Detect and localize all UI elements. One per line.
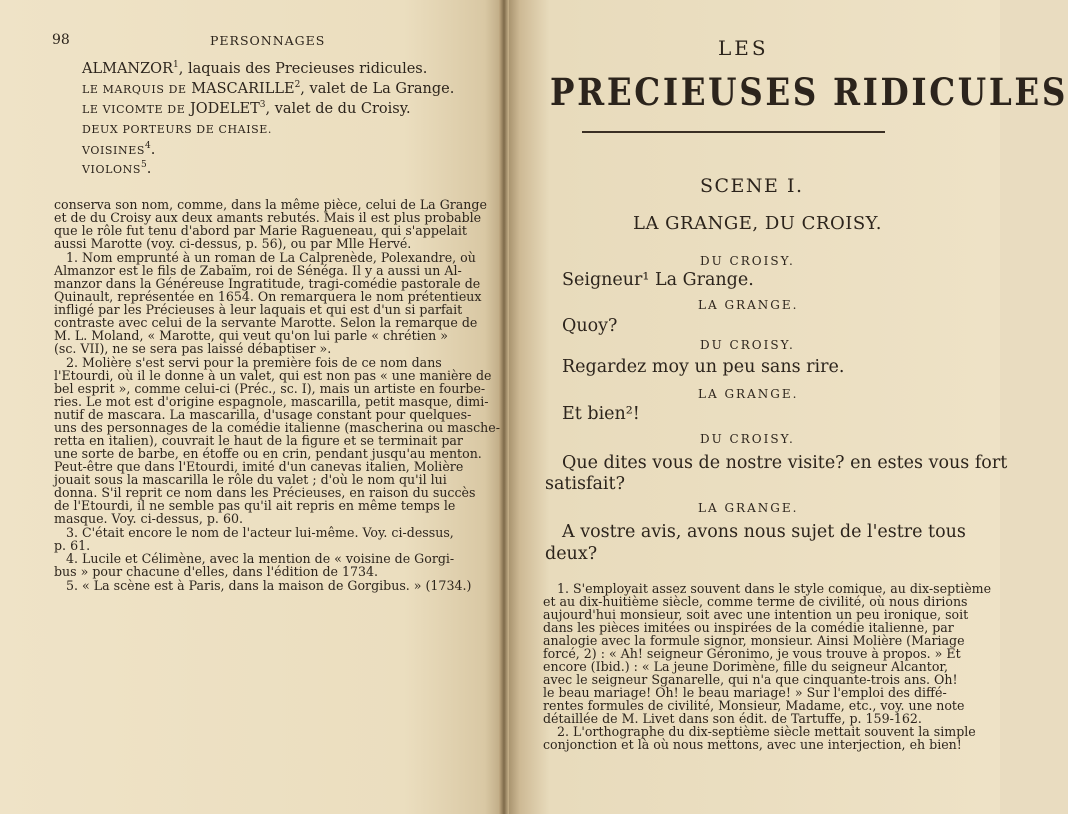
note-line: retta en italien), couvrait le haut de la figure et se terminait par (54, 433, 463, 448)
cast-item-jodelet (82, 100, 411, 117)
cast-name: ALMANZOR (82, 60, 173, 77)
cast-desc: , laquais des Precieuses ridicules. (178, 60, 428, 77)
speech-line: Regardez moy un peu sans rire. (562, 357, 845, 377)
note-line: jouait sous la mascarilla le rôle du valet ; d'où le nom qu'il lui (54, 472, 447, 487)
cast-name: JODELET (189, 100, 260, 117)
note-line: nutif de mascara. La mascarilla, d'usage constant pour quelques- (54, 407, 472, 422)
cast-item-almanzor (82, 60, 427, 77)
note-line: détaillée de M. Livet dans son édit. de Tartuffe, p. 159-162. (543, 711, 922, 726)
note-line: Peut-être que dans l'Etourdi, imité d'un canevas italien, Molière (54, 459, 464, 474)
note-line: l'Etourdi, où il le donne à un valet, qui est non pas « une manière de (54, 368, 492, 383)
scene-heading: SCENE I. (700, 175, 804, 197)
cast-desc: , valet de du Croisy. (265, 100, 411, 117)
note-line: infligé par les Précieuses à leur laquais et qui est d'un si parfait (54, 302, 463, 317)
note-line: Almanzor est le fils de Zabaïm, roi de Sénéga. Il y a aussi un Al- (54, 263, 462, 278)
note-line: M. L. Moland, « Marotte, qui veut qu'on lui parle « chrétien » (54, 328, 448, 343)
speaker-name: LA GRANGE. (698, 298, 799, 312)
cast-item-porteurs (82, 121, 272, 137)
note-line: avec le seigneur Sganarelle, qui n'a que cinquante-trois ans. Oh! (543, 672, 958, 687)
note-line: 2. Molière s'est servi pour la première fois de ce nom dans (66, 355, 442, 370)
cast-prefix: LE MARQUIS DE (82, 82, 187, 96)
footnote-ref: 3 (259, 100, 266, 110)
note-line: 1. S'employait assez souvent dans le style comique, au dix-septième (557, 581, 992, 596)
footnote-ref: 5 (141, 160, 147, 170)
note-line: forcé, 2) : « Ah! seigneur Géronimo, je vous trouve à propos. » Et (543, 646, 961, 661)
note-line: bus » pour chacune d'elles, dans l'édition de 1734. (54, 564, 379, 579)
cast-prefix: LE VICOMTE DE (82, 102, 186, 116)
note-line: et de du Croisy aux deux amants rebutés. Mais il est plus probable (54, 210, 482, 225)
note-line: 1. Nom emprunté à un roman de La Calprenède, Polexandre, où (66, 250, 476, 265)
footnote-ref: 2 (294, 80, 301, 90)
speaker-name: DU CROISY. (700, 254, 795, 268)
note-line: 2. L'orthographe du dix-septième siècle mettait souvent la simple (557, 724, 976, 739)
cast-desc: . (150, 141, 156, 158)
book-gutter (499, 0, 509, 814)
note-line: Quinault, représentée en 1654. On remarquera le nom prétentieux (54, 289, 482, 304)
note-line: analogie avec la formule signor, monsieur. Ainsi Molière (Mariage (543, 633, 965, 648)
note-line: conjonction et là où nous mettons, avec une interjection, eh bien! (543, 737, 962, 752)
cast-prefix: DEUX PORTEURS DE CHAISE. (82, 123, 273, 136)
cast-prefix: VOISINES (82, 143, 145, 157)
cast-item-voisines (82, 141, 155, 158)
note-line: donna. S'il reprit ce nom dans les Précieuses, en raison du succès (54, 485, 476, 500)
speaker-name: DU CROISY. (700, 338, 795, 352)
note-line: 5. « La scène est à Paris, dans la maison de Gorgibus. » (1734.) (66, 578, 472, 593)
note-line: 3. C'était encore le nom de l'acteur lui-même. Voy. ci-dessus, (66, 525, 454, 540)
page-number: 98 (52, 32, 70, 48)
note-line: conserva son nom, comme, dans la même pièce, celui de La Grange (54, 197, 487, 212)
speaker-name: LA GRANGE. (698, 501, 799, 515)
note-line: contraste avec celui de la servante Marotte. Selon la remarque de (54, 315, 478, 330)
cast-item-violons (82, 160, 151, 177)
note-line: aujourd'hui monsieur, soit avec une intention un peu ironique, soit (543, 607, 969, 622)
note-line: encore (Ibid.) : « La jeune Dorimène, fille du seigneur Alcantor, (543, 659, 949, 674)
note-line: masque. Voy. ci-dessus, p. 60. (54, 511, 243, 526)
note-line: ries. Le mot est d'origine espagnole, mascarilla, petit masque, dimi- (54, 394, 489, 409)
title-prefix: LES (718, 36, 769, 60)
note-line: 4. Lucile et Célimène, avec la mention de « voisine de Gorgi- (66, 551, 455, 566)
cast-desc: , valet de La Grange. (300, 80, 455, 97)
speech-line: Quoy? (562, 316, 618, 336)
speech-line: Que dites vous de nostre visite? en estes vous fort (562, 453, 1008, 473)
note-line: que le rôle fut tenu d'abord par Marie Ragueneau, qui s'appelait (54, 223, 467, 238)
speech-line: Et bien²! (562, 404, 640, 424)
note-line: une sorte de barbe, en étoffe ou en crin, pendant jusqu'au menton. (54, 446, 482, 461)
footnote-ref: 4 (145, 141, 151, 151)
speech-line: Seigneur¹ La Grange. (562, 270, 754, 290)
cast-item-mascarille (82, 80, 454, 97)
footnote-ref: 1 (173, 60, 179, 70)
note-line: (sc. VII), ne se sera pas laissé débaptiser ». (54, 341, 332, 356)
note-line: de l'Etourdi, il ne semble pas qu'il ait repris en même temps le (54, 498, 456, 513)
note-line: aussi Marotte (voy. ci-dessus, p. 56), ou par Mlle Hervé. (54, 236, 412, 251)
title-rule (582, 131, 885, 133)
cast-prefix: VIOLONS (82, 162, 141, 176)
speaker-name: DU CROISY. (700, 432, 795, 446)
speech-line: deux? (545, 544, 598, 564)
note-line: manzor dans la Généreuse Ingratitude, tragi-comédie pastorale de (54, 276, 481, 291)
cast-name: MASCARILLE (191, 80, 295, 97)
note-line: le beau mariage! Oh! le beau mariage! » Sur l'emploi des diffé- (543, 685, 947, 700)
note-line: rentes formules de civilité, Monsieur, Madame, etc., voy. une note (543, 698, 965, 713)
running-head: PERSONNAGES (210, 33, 326, 48)
speaker-name: LA GRANGE. (698, 387, 799, 401)
note-line: p. 61. (54, 538, 91, 553)
scene-characters: LA GRANGE, DU CROISY. (633, 213, 882, 234)
note-line: et au dix-huitième siècle, comme terme de civilité, où nous dirions (543, 594, 968, 609)
cast-desc: . (146, 160, 152, 177)
note-line: dans les pièces imitées ou inspirées de la comédie italienne, par (543, 620, 954, 635)
speech-line: satisfait? (545, 474, 625, 494)
speech-line: A vostre avis, avons nous sujet de l'estre tous (562, 522, 966, 542)
note-line: uns des personnages de la comédie italienne (mascherina ou masche- (54, 420, 500, 435)
note-line: bel esprit », comme celui-ci (Préc., sc. I), mais un artiste en fourbe- (54, 381, 486, 396)
play-title: PRECIEUSES RIDICULES (550, 70, 1068, 114)
